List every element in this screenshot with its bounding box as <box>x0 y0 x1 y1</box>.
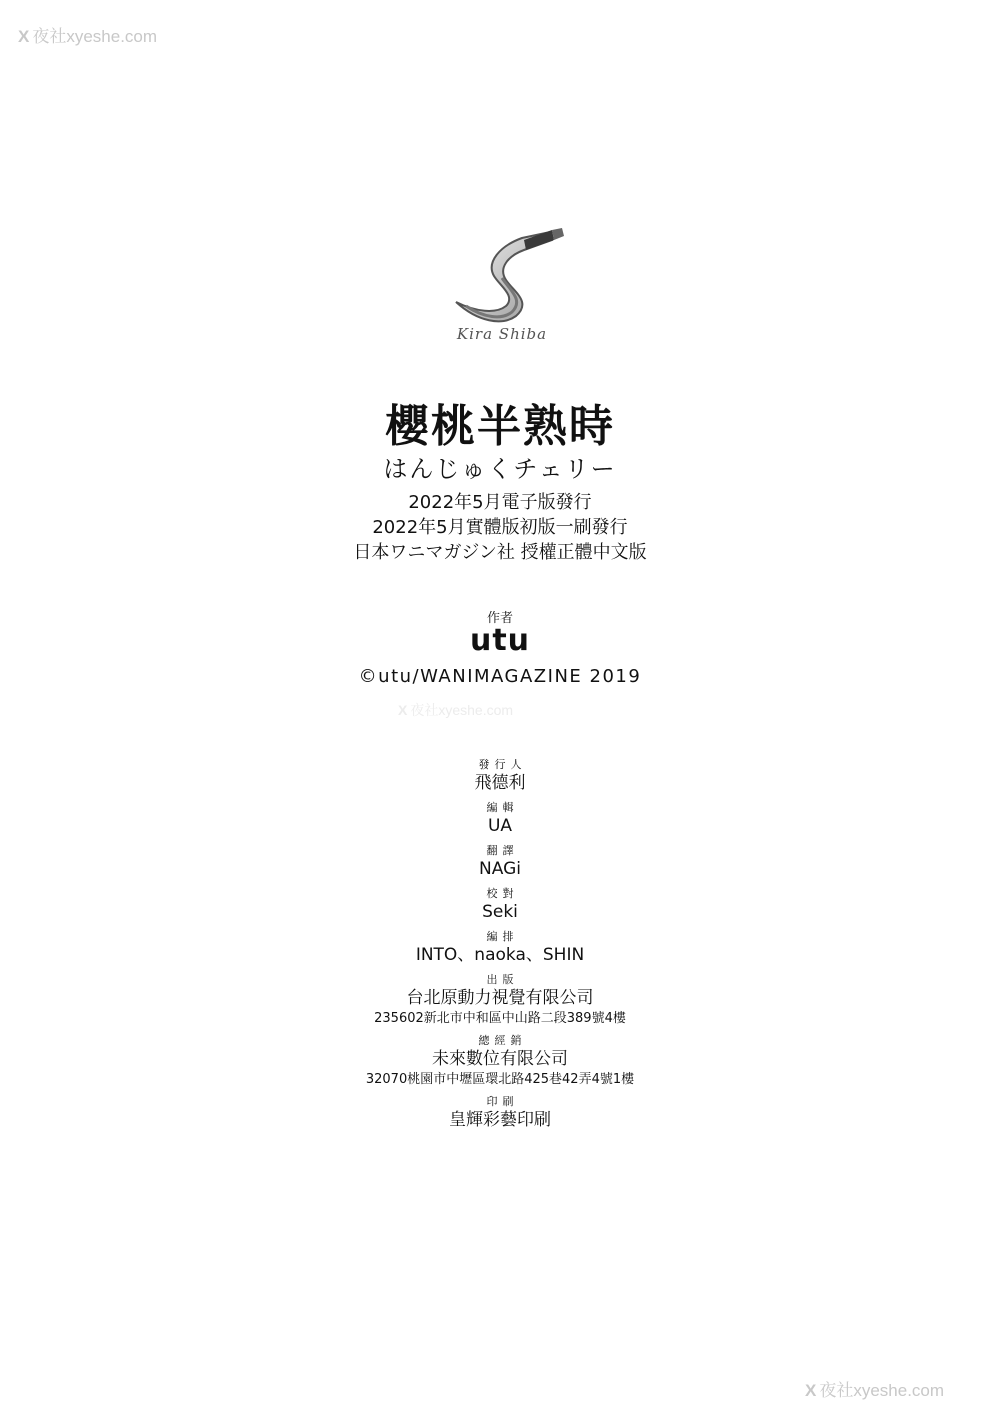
watermark-middle <box>398 700 513 720</box>
credit-label: 校對 <box>486 887 519 900</box>
watermark-text: 夜社xyeshe.com <box>32 27 158 46</box>
author-label: 作者 <box>486 611 513 626</box>
credit-value: UA <box>487 816 513 836</box>
credit-label: 印刷 <box>486 1095 519 1108</box>
credit-publisher-person <box>0 758 1000 795</box>
credit-layout <box>0 930 1000 967</box>
credit-publishing-company <box>0 973 1000 1028</box>
credit-label: 編排 <box>486 930 519 943</box>
credit-label: 編輯 <box>486 801 519 814</box>
book-title: 櫻桃半熟時 <box>385 401 615 452</box>
credit-address: 32070桃園市中壢區環北路425巷42弄4號1樓 <box>365 1072 635 1087</box>
credits-list <box>0 758 1000 1138</box>
watermark-x-icon: X <box>398 702 408 718</box>
watermark-x-icon: X <box>805 1381 817 1400</box>
book-subtitle: はんじゅくチェリー <box>383 455 617 483</box>
credit-label: 總經銷 <box>478 1034 527 1047</box>
credit-value: 台北原動力視覺有限公司 <box>406 988 594 1008</box>
logo-text: Kira Shiba <box>456 325 548 343</box>
credit-proofreader <box>0 887 1000 924</box>
credit-editor <box>0 801 1000 838</box>
credit-address: 235602新北市中和區中山路二段389號4樓 <box>374 1011 626 1026</box>
publication-line-2: 2022年5月實體版初版一刷發行 <box>372 517 628 538</box>
watermark-text: 夜社xyeshe.com <box>410 702 514 718</box>
credit-value: INTO、naoka、SHIN <box>415 945 585 965</box>
author-name: utu <box>469 623 531 658</box>
credit-translator <box>0 844 1000 881</box>
watermark-x-icon: X <box>18 27 30 46</box>
credit-value: 未來數位有限公司 <box>432 1049 568 1069</box>
credit-value: 飛德利 <box>474 773 526 793</box>
copyright-notice: ©utu/WANIMAGAZINE 2019 <box>358 666 642 687</box>
credit-distributor <box>0 1034 1000 1089</box>
watermark-bottom <box>805 1376 944 1401</box>
watermark-text: 夜社xyeshe.com <box>819 1381 945 1400</box>
publication-line-3: 日本ワニマガジン社 授權正體中文版 <box>353 542 647 563</box>
credit-value: 皇輝彩藝印刷 <box>449 1110 551 1130</box>
credit-label: 翻譯 <box>486 844 519 857</box>
publication-line-1: 2022年5月電子版發行 <box>408 492 592 513</box>
credit-label: 發行人 <box>478 758 527 771</box>
credit-value: NAGi <box>479 859 521 879</box>
credit-printer <box>0 1095 1000 1132</box>
watermark-top <box>18 22 157 47</box>
credit-value: Seki <box>482 902 518 922</box>
credit-label: 出版 <box>486 973 519 986</box>
